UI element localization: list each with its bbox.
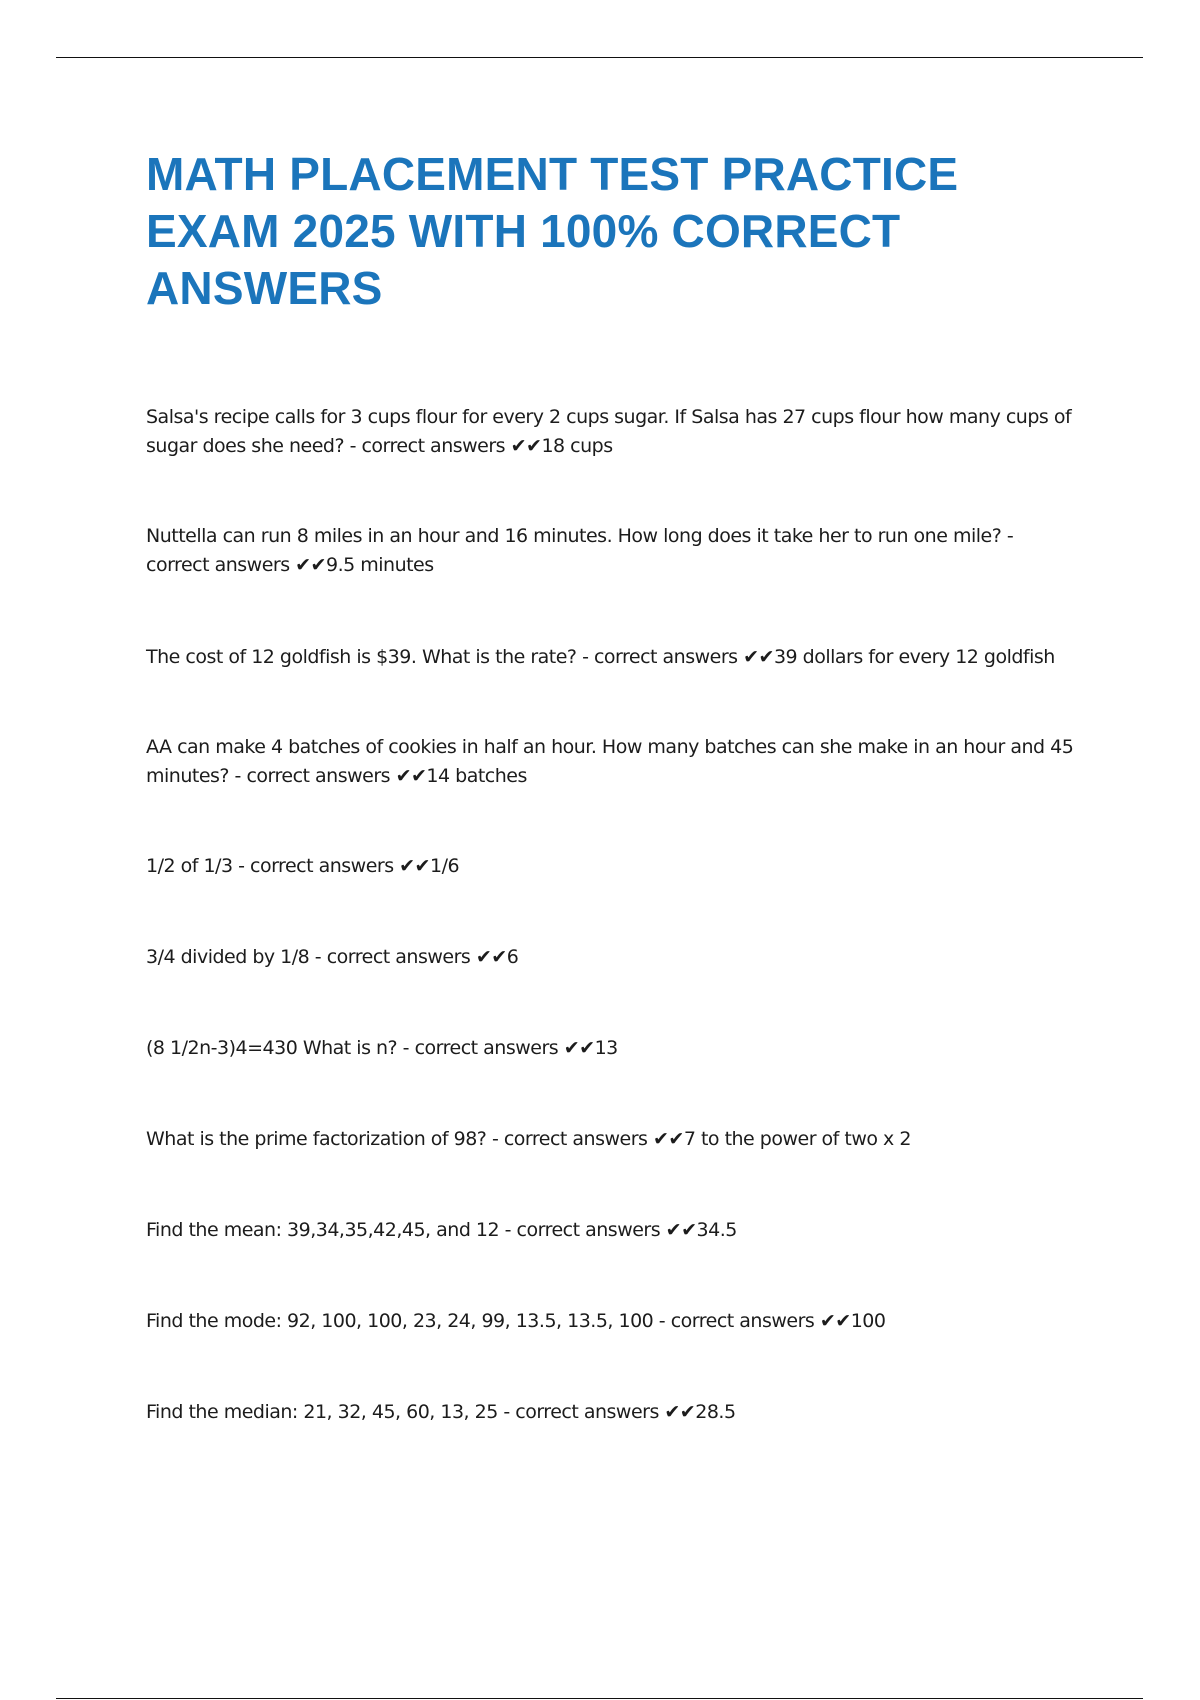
answer-text: 13 (594, 1037, 618, 1059)
question-text: The cost of 12 goldfish is $39. What is the rate? (146, 646, 577, 668)
question-text: (8 1/2n-3)4=430 What is n? (146, 1037, 398, 1059)
qa-item-1: Salsa's recipe calls for 3 cups flour for every 2 cups sugar. If Salsa has 27 cups flour how many cups of sugar does she need? - correct answers ✔✔18 cups (146, 406, 1072, 457)
answer-text: 100 (850, 1310, 886, 1332)
qa-item-8: What is the prime factorization of 98? - correct answers ✔✔7 to the power of two x 2 (146, 1128, 911, 1150)
answer-marker: correct answers ✔✔ (516, 1219, 697, 1241)
question-text: 1/2 of 1/3 (146, 855, 233, 877)
question-text: 3/4 divided by 1/8 (146, 946, 310, 968)
qa-item-3: The cost of 12 goldfish is $39. What is the rate? - correct answers ✔✔39 dollars for every 12 goldfish (146, 646, 1055, 668)
document-title: MATH PLACEMENT TEST PRACTICE EXAM 2025 WITH 100% CORRECT ANSWERS (146, 148, 959, 314)
answer-marker: correct answers ✔✔ (515, 1401, 696, 1423)
answer-text: 7 to the power of two x 2 (683, 1128, 911, 1150)
answer-text: 39 dollars for every 12 goldfish (773, 646, 1055, 668)
qa-item-7: (8 1/2n-3)4=430 What is n? - correct answers ✔✔13 (146, 1037, 618, 1059)
question-text: Nuttella can run 8 miles in an hour and 16 minutes. How long does it take her to run one mile? (146, 525, 1002, 547)
qa-item-9: Find the mean: 39,34,35,42,45, and 12 - correct answers ✔✔34.5 (146, 1219, 737, 1241)
question-text: Salsa's recipe calls for 3 cups flour for every 2 cups sugar. If Salsa has 27 cups flour how many cups of sugar does she need? (146, 406, 1072, 457)
answer-text: 1/6 (429, 855, 460, 877)
answer-text: 18 cups (541, 435, 613, 457)
qa-item-2: Nuttella can run 8 miles in an hour and 16 minutes. How long does it take her to run one mile? - correct answers ✔✔9.5 minutes (146, 525, 1014, 576)
answer-marker: correct answers ✔✔ (414, 1037, 595, 1059)
question-text: Find the median: 21, 32, 45, 60, 13, 25 (146, 1401, 498, 1423)
answer-text: 14 batches (426, 765, 527, 787)
top-divider (56, 57, 1143, 58)
answer-marker: correct answers ✔✔ (146, 554, 326, 576)
answer-marker: correct answers ✔✔ (503, 1128, 684, 1150)
question-text: What is the prime factorization of 98? (146, 1128, 487, 1150)
qa-item-4: AA can make 4 batches of cookies in half an hour. How many batches can she make in an hour and 45 minutes? - correct answers ✔✔14 batches (146, 736, 1074, 787)
qa-item-11: Find the median: 21, 32, 45, 60, 13, 25 - correct answers ✔✔28.5 (146, 1401, 736, 1423)
qa-item-6: 3/4 divided by 1/8 - correct answers ✔✔6 (146, 946, 519, 968)
answer-marker: correct answers ✔✔ (670, 1310, 851, 1332)
answer-marker: correct answers ✔✔ (326, 946, 507, 968)
answer-text: 9.5 minutes (325, 554, 434, 576)
question-text: AA can make 4 batches of cookies in half an hour. How many batches can she make in an hour and 45 minutes? (146, 736, 1074, 787)
qa-item-10: Find the mode: 92, 100, 100, 23, 24, 99, 13.5, 13.5, 100 - correct answers ✔✔100 (146, 1310, 886, 1332)
bottom-divider (56, 1698, 1143, 1699)
answer-marker: correct answers ✔✔ (250, 855, 430, 877)
answer-marker: correct answers ✔✔ (593, 646, 774, 668)
answer-marker: correct answers ✔✔ (246, 765, 427, 787)
question-text: Find the mean: 39,34,35,42,45, and 12 (146, 1219, 500, 1241)
qa-item-5: 1/2 of 1/3 - correct answers ✔✔1/6 (146, 855, 460, 877)
question-text: Find the mode: 92, 100, 100, 23, 24, 99, 13.5, 13.5, 100 (146, 1310, 654, 1332)
answer-text: 6 (506, 946, 519, 968)
answer-text: 34.5 (696, 1219, 737, 1241)
answer-text: 28.5 (695, 1401, 736, 1423)
answer-marker: correct answers ✔✔ (361, 435, 542, 457)
